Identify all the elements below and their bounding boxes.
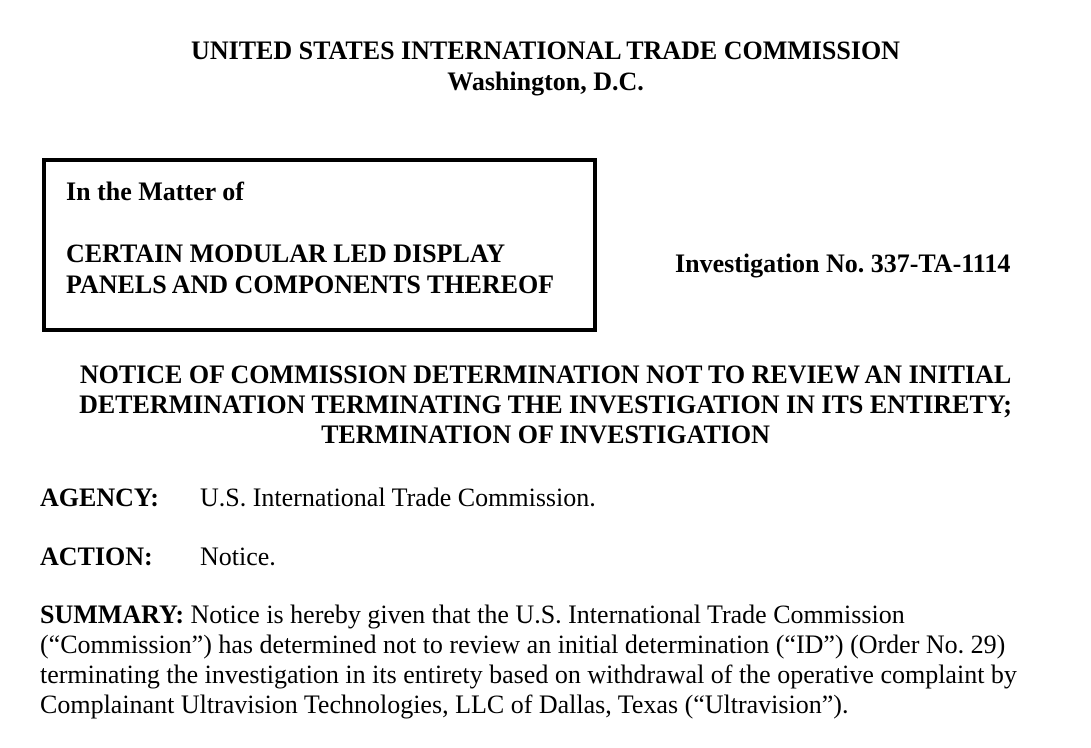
commission-city: Washington, D.C. (447, 67, 644, 96)
summary-label: SUMMARY: (40, 600, 185, 629)
case-title-line-1: CERTAIN MODULAR LED DISPLAY (66, 239, 505, 268)
case-caption-box (42, 158, 597, 332)
caption-spacer (66, 207, 573, 238)
summary-paragraph (40, 600, 1057, 720)
investigation-number: Investigation No. 337-TA-1114 (675, 249, 1011, 278)
notice-title-line-1: NOTICE OF COMMISSION DETERMINATION NOT TO REVIEW AN INITIAL (79, 360, 1012, 389)
agency-label: AGENCY: (40, 483, 159, 512)
action-row (40, 541, 1091, 572)
summary-line-1-text: Notice is hereby given that the U.S. International Trade Commission (190, 600, 905, 629)
commission-title: UNITED STATES INTERNATIONAL TRADE COMMISSION (191, 36, 900, 65)
notice-title-line-3: TERMINATION OF INVESTIGATION (321, 420, 770, 449)
agency-value: U.S. International Trade Commission. (200, 483, 596, 512)
action-label: ACTION: (40, 542, 153, 571)
in-the-matter-of-label: In the Matter of (66, 177, 244, 206)
summary-line-1 (40, 600, 1057, 630)
summary-line-3: terminating the investigation in its entirety based on withdrawal of the operative complaint by (40, 660, 1017, 689)
case-title-line-2: PANELS AND COMPONENTS THEREOF (66, 270, 555, 299)
case-caption-row (42, 158, 1071, 332)
notice-title (0, 360, 1091, 450)
document-header (0, 0, 1091, 97)
agency-row (40, 482, 1091, 513)
notice-title-line-2: DETERMINATION TERMINATING THE INVESTIGATION IN ITS ENTIRETY; (79, 390, 1012, 419)
summary-line-2: (“Commission”) has determined not to review an initial determination (“ID”) (Order No. 29) (40, 630, 1006, 659)
summary-line-4: Complainant Ultravision Technologies, LLC of Dallas, Texas (“Ultravision”). (40, 690, 849, 719)
action-value: Notice. (200, 542, 276, 571)
